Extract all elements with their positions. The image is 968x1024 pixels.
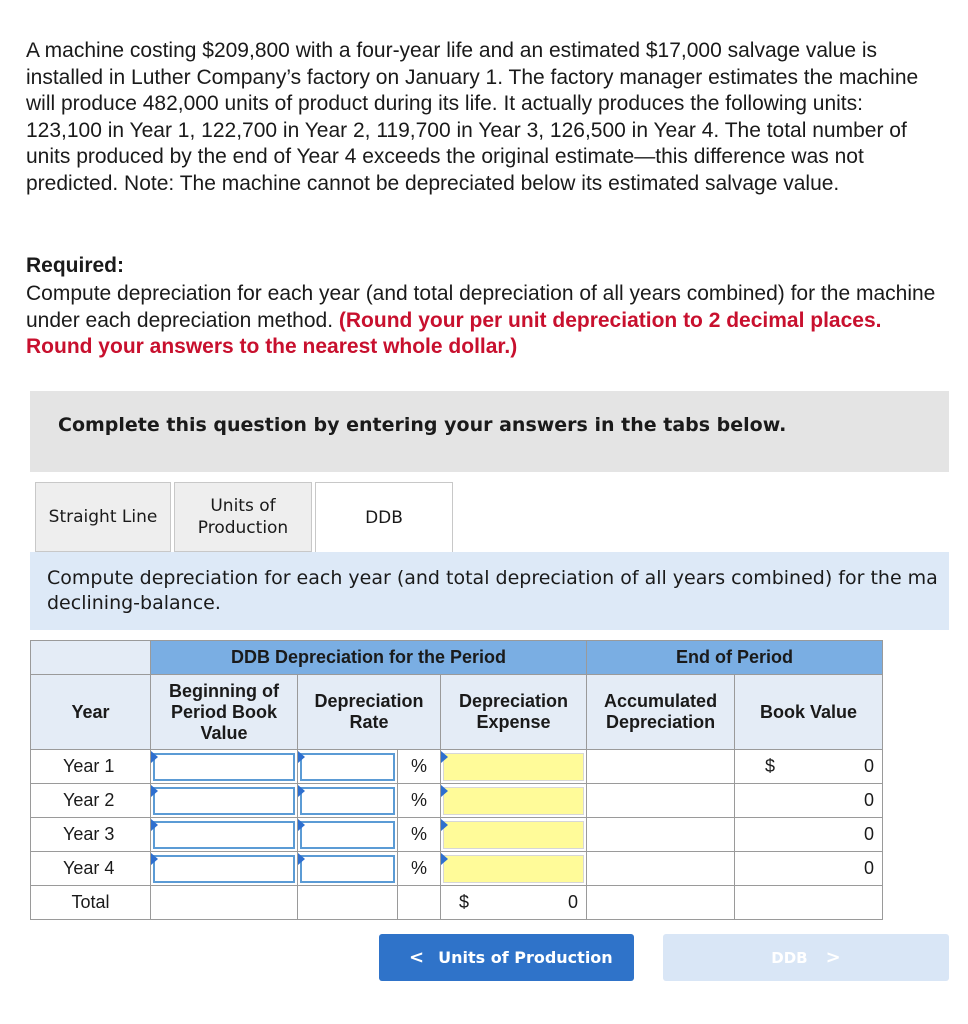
- table-row: [31, 784, 883, 818]
- input-flag-icon: [298, 751, 305, 763]
- year-label: Year 3: [31, 818, 151, 852]
- tab-instruction-text: Compute depreciation for each year (and total depreciation of all years combined) for the ma declining-balance.: [47, 567, 938, 614]
- instruction-bar: [30, 391, 949, 472]
- tab-units-of-production[interactable]: [174, 482, 312, 552]
- header-beginning-book-value: Beginning of Period Book Value: [151, 675, 298, 750]
- header-book-value: Book Value: [735, 675, 883, 750]
- header-year: Year: [31, 675, 151, 750]
- depreciation-expense-input[interactable]: [443, 821, 584, 849]
- input-flag-icon: [151, 751, 158, 763]
- rounding-note: (Round your per unit depreciation to 2 decimal places. Round your answers to the nearest whole dollar.): [26, 308, 882, 359]
- header-accumulated-depreciation: Accumulated Depreciation: [587, 675, 735, 750]
- input-flag-icon: [298, 819, 305, 831]
- chevron-right-icon: >: [825, 947, 841, 968]
- total-label: Total: [31, 886, 151, 920]
- year-label: Year 1: [31, 750, 151, 784]
- ddb-depreciation-table: [30, 640, 883, 920]
- tab-instruction-panel: [30, 552, 949, 630]
- book-value: 0: [735, 852, 883, 886]
- depreciation-expense-input[interactable]: [443, 787, 584, 815]
- chevron-left-icon: <: [409, 947, 425, 968]
- depreciation-expense-input[interactable]: [443, 855, 584, 883]
- header-depreciation-rate: Depreciation Rate: [298, 675, 441, 750]
- book-value-cell: [735, 750, 883, 784]
- input-flag-icon: [441, 819, 448, 831]
- percent-sign: %: [398, 818, 441, 852]
- dollar-sign: $: [765, 756, 776, 776]
- empty-cell: [151, 886, 298, 920]
- book-value: 0: [864, 756, 875, 776]
- empty-cell: [735, 886, 883, 920]
- input-flag-icon: [441, 785, 448, 797]
- table-row: [31, 852, 883, 886]
- total-expense-cell: [441, 886, 587, 920]
- previous-tab-button[interactable]: [379, 934, 634, 981]
- empty-cell: [587, 886, 735, 920]
- year-label: Year 2: [31, 784, 151, 818]
- percent-sign: %: [398, 852, 441, 886]
- header-end-of-period: End of Period: [587, 641, 883, 675]
- input-flag-icon: [441, 751, 448, 763]
- input-flag-icon: [298, 785, 305, 797]
- required-text: [26, 281, 941, 361]
- table-row: [31, 818, 883, 852]
- input-flag-icon: [151, 853, 158, 865]
- accumulated-depreciation-cell: [587, 818, 735, 852]
- input-flag-icon: [441, 853, 448, 865]
- next-tab-button: [663, 934, 949, 981]
- beginning-book-value-input[interactable]: [153, 821, 295, 849]
- accumulated-depreciation-cell: [587, 852, 735, 886]
- input-flag-icon: [298, 853, 305, 865]
- accumulated-depreciation-cell: [587, 750, 735, 784]
- tab-straight-line[interactable]: [35, 482, 171, 552]
- header-blank: [31, 641, 151, 675]
- tab-label: Units of Production: [197, 496, 289, 538]
- book-value: 0: [735, 784, 883, 818]
- total-row: [31, 886, 883, 920]
- tab-label: DDB: [365, 508, 403, 528]
- tab-ddb[interactable]: [315, 482, 453, 553]
- beginning-book-value-input[interactable]: [153, 753, 295, 781]
- next-tab-label: DDB: [771, 948, 808, 967]
- depreciation-rate-input[interactable]: [300, 753, 395, 781]
- beginning-book-value-input[interactable]: [153, 855, 295, 883]
- percent-sign: %: [398, 784, 441, 818]
- total-expense: 0: [568, 892, 579, 912]
- input-flag-icon: [151, 785, 158, 797]
- dollar-sign: $: [459, 892, 470, 912]
- table-row: [31, 750, 883, 784]
- percent-sign: %: [398, 750, 441, 784]
- required-heading: Required:: [26, 254, 125, 277]
- header-depreciation-expense: Depreciation Expense: [441, 675, 587, 750]
- beginning-book-value-input[interactable]: [153, 787, 295, 815]
- accumulated-depreciation-cell: [587, 784, 735, 818]
- depreciation-expense-input[interactable]: [443, 753, 584, 781]
- problem-statement: A machine costing $209,800 with a four-year life and an estimated $17,000 salvage value is installed in Luther Company’s factory on January 1. The factory manager estimates the machine will produce 482,000 units of product during its life. It actually produces the following units: 123,100 in Year 1, 122,700 in Year 2, 119,700 in Year 3, 126,500 in Year 4. The total number of units produced by the end of Year 4 exceeds the original estimate—this difference was not predicted. Note: The machine cannot be depreciated below its estimated salvage value.: [26, 39, 919, 195]
- instruction-text: Complete this question by entering your answers in the tabs below.: [58, 414, 787, 436]
- depreciation-rate-input[interactable]: [300, 855, 395, 883]
- depreciation-rate-input[interactable]: [300, 787, 395, 815]
- book-value: 0: [735, 818, 883, 852]
- header-ddb-period: DDB Depreciation for the Period: [151, 641, 587, 675]
- previous-tab-label: Units of Production: [438, 948, 613, 967]
- depreciation-rate-input[interactable]: [300, 821, 395, 849]
- empty-cell: [398, 886, 441, 920]
- empty-cell: [298, 886, 398, 920]
- tab-label: Straight Line: [48, 507, 158, 527]
- input-flag-icon: [151, 819, 158, 831]
- year-label: Year 4: [31, 852, 151, 886]
- required-instructions: Compute depreciation for each year (and total depreciation of all years combined) for the machine under each depreciation method.: [26, 282, 936, 332]
